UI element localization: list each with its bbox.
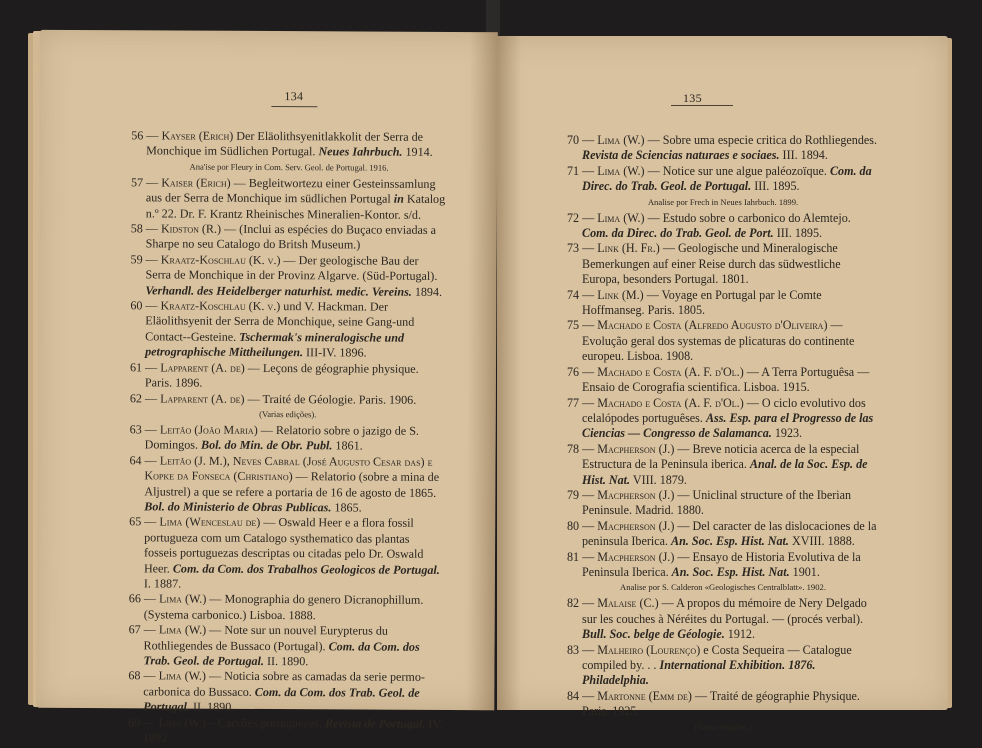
bibliography-entry: 69 — Lima (W.)—Carvões portuguezes. Revista de Portugal. IV. 1892. (128, 714, 443, 745)
entry-journal: Bull. Soc. belge de Géologie. (582, 627, 725, 642)
entry-tail: XVIII. 1888. (788, 534, 855, 549)
entry-journal: Tschermak's mineralogische und petrographische Mittheilungen. (145, 329, 405, 360)
entry-text: — Uniclinal structure of the Iberian Peninsule. Madrid. 1880. (582, 487, 852, 518)
entry-author: Lapparent (A. de) (160, 390, 245, 406)
entry-author: Kayser (Erich) (161, 128, 234, 143)
bibliography-entry: 63 — Leitão (João Maria) — Relatorio sobre o jazigo de S. Domingos. Bol. do Min. de Obr. Publ. 1861. (129, 422, 420, 453)
entry-author: Macpherson (J.) (597, 518, 675, 533)
entry-author: Leitão (João Maria) (159, 422, 258, 437)
bibliography-entry: 59 — Kraatz-Koschlau (K. v.) — Der geologische Bau der Serra de Monchique in der Provinz Algarve. (Süd-Portugal). Verhandl. des Heidelberger naturhist. medic. Vereins. 1894. (130, 252, 443, 299)
entry-note: Ana'ise por Fleury in Com. Serv. Geol. de Portugal. 1916. (189, 161, 389, 173)
entry-text: — Relatorio (sobre a mina de Aljustrel) a que se refere a portaria de 16 de agosto de 1865. (144, 469, 440, 500)
entry-number: 76 (567, 364, 580, 379)
entry-text: — Oswald Heer e a flora fossil portugueza com um Catalogo systhematico das plantas fosseis portuguezas descriptas ou citadas pelo Dr. Oswald Heer. (143, 515, 424, 576)
entry-number: 71 (567, 163, 580, 178)
entry-journal: International Exhibition. 1876. Philadelphia. (582, 658, 816, 688)
bibliography-entry: 58 — Kidston (R.) — (Inclui as espécies do Buçaco enviadas a Sharpe no seu Catalogo do Britsh Museum.) (130, 221, 437, 252)
entry-number: 78 (567, 441, 580, 456)
entry-author: Kaiser (Erich) (161, 175, 231, 190)
entry-number: 72 (567, 210, 580, 225)
entry-tail: VIII. 1879. (630, 472, 687, 487)
entry-tail: I. 1887. (143, 576, 182, 591)
bibliography-entry: 83 — Malheiro (Lourenço) e Costa Sequeira — Catalogue compiled by. . . International Exhibition. 1876. Philadelphia. (567, 642, 852, 688)
entry-text: e Costa Sequeira — Catalogue compiled by. . . (582, 642, 852, 672)
entry-text: — Voyage en Portugal par le Comte Hoffmanseg. Paris. 1805. (582, 287, 822, 318)
entry-journal: Bol. do Ministerio de Obras Publicas. (144, 499, 332, 515)
bibliography-entry: 68 — Lima (W.) — Noticia sobre as camadas da serie permo-carbonica do Bussaco. Com. da Com. dos Trab. Geol. de Portugal. II. 1890. (128, 668, 425, 715)
entry-text: — Begleitwortezu einer Gesteinssamlung aus der Serra de Monchique im südlichen Portugal (145, 175, 436, 206)
entry-author: Macpherson (J.) (597, 549, 675, 564)
bibliography-entry: 74 — Link (M.) — Voyage en Portugal par le Comte Hoffmanseg. Paris. 1805. (567, 287, 822, 318)
entry-journal: Bol. do Min. de Obr. Publ. (201, 437, 333, 453)
entry-number: 68 (128, 668, 141, 683)
entry-text: — Geologische und Mineralogische Bemerkungen auf einer Reise durch das südwestliche Europa, besonders Portugal. 1801. (582, 241, 841, 287)
entry-number: 65 (129, 514, 142, 529)
entry-author: Malaise (C.) (597, 596, 659, 611)
bibliography-list (567, 133, 879, 736)
bibliography-entry: 73 — Link (H. Fr.) — Geologische und Mineralogische Bemerkungen auf einer Reise durch das südwestliche Europa, besonders Portugal. 1801. (567, 241, 841, 287)
entry-author: Lima (W.) (158, 668, 207, 684)
entry-note: (Varias edições.) (694, 721, 752, 732)
entry-journal: Neues Iahrbuch. (318, 144, 403, 160)
entry-journal: Com. da Com. dos Trab. Geol. de Portugal. (143, 684, 420, 714)
entry-number: 66 (128, 591, 141, 606)
bibliography-entry: 56 — Kayser (Erich) Der Eläolithsyenitlakkolit der Serra de Monchique im Südlichen Portugal. Neues Iahrbuch. 1914. (131, 128, 433, 160)
entry-text: — Evolução geral dos systemas de plicaturas do continente europeu. Lisboa. 1908. (582, 318, 855, 364)
entry-number: 82 (567, 596, 580, 611)
entry-journal: An. Soc. Esp. Hist. Nat. (671, 564, 790, 579)
entry-text: — Leçons de géographie physique. Paris. 1896. (144, 360, 419, 390)
entry-number: 83 (567, 642, 580, 657)
entry-text: — Traité de géographie Physique. Paris. 1925. (582, 688, 860, 719)
entry-tail: III. 1895. (773, 226, 823, 241)
entry-text: — Sobre uma especie critica do Rothliegendes. (644, 133, 877, 147)
entry-note: Analise por S. Calderon «Geologisches Centralblatt». 1902. (620, 582, 826, 593)
entry-text: — Noticia sobre as camadas da serie permo-carbonica do Bussaco. (143, 669, 425, 699)
entry-tail: III. 1894. (779, 148, 828, 163)
entry-author: Kraatz-Koschlau (K. v.) (160, 252, 281, 267)
bibliography-entry: 75 — Machado e Costa (Alfredo Augusto d'Oliveira) — Evolução geral dos systemas de plicaturas do continente europeu. Lisboa. 1908. (567, 318, 855, 364)
bibliography-list (128, 128, 447, 747)
bibliography-entry: 70 — Lima (W.) — Sobre uma especie critica do Rothliegendes. Revista de Sciencias naturaes e sociaes. III. 1894. (567, 133, 877, 163)
entry-author: Leitão (J. M.), Neves Cabral (José Augusto Cesar das) e Kopke da Fonseca (Christiano) (144, 453, 433, 484)
entry-author: Lima (W.) (158, 622, 207, 637)
bibliography-entry: 61 — Lapparent (A. de) — Leçons de géographie physique. Paris. 1896. (129, 359, 419, 390)
bibliography-entry: 71 — Lima (W.) — Notice sur une algue paléozoïque. Com. da Direc. do Trab. Geol. de Portugal. III. 1895. (567, 163, 872, 194)
entry-number: 64 (129, 453, 142, 468)
bibliography-entry: 76 — Machado e Costa (A. F. d'Ol.) — A Terra Portuguêsa — Ensaio de Corografia scientifica. Lisboa. 1915. (567, 364, 870, 395)
right-page (497, 36, 948, 732)
bibliography-entry: 78 — Macpherson (J.) — Breve noticia acerca de la especial Estructura de la Peninsula iberica. Anal. de la Soc. Esp. de Hist. Nat. VIII. 1879. (567, 441, 868, 487)
entry-number: 63 (129, 422, 142, 437)
entry-journal: Revista de Portugal. (324, 715, 426, 731)
entry-author: Lima (W.) (158, 715, 206, 730)
entry-text: —Carvões portuguezes. (205, 715, 326, 730)
entry-number: 84 (567, 688, 580, 703)
bibliography-entry: 84 — Martonne (Emm de) — Traité de géographie Physique. Paris. 1925. (567, 688, 860, 719)
entry-number: 74 (567, 287, 580, 302)
page-number: 135 (683, 91, 702, 105)
entry-author: Lima (W.) (158, 591, 207, 607)
entry-author: Machado e Costa (A. F. d'Ol.) (597, 395, 744, 410)
entry-author: Kraatz-Koschlau (K. v.) (160, 298, 281, 314)
entry-author: Lima (W.) (597, 210, 645, 225)
entry-text: — Notice sur une algue paléozoïque. (644, 163, 830, 178)
entry-tail: 1923. (771, 426, 803, 441)
entry-number: 56 (131, 128, 144, 143)
entry-number: 60 (130, 298, 143, 313)
entry-note: (Varias edições). (259, 408, 317, 420)
entry-journal: in (393, 191, 404, 206)
entry-journal: Com. da Direc. do Trab. Geol. de Port. (582, 226, 774, 241)
entry-tail: Katalog n.º 22. Dr. F. Krantz Rheinisches Mineralien-Kontor. s/d. (145, 191, 446, 222)
entry-tail: 1865. (331, 500, 362, 515)
entry-journal: Com. da Com. dos Trabalhos Geologicos de Portugal. (172, 561, 440, 577)
entry-number: 70 (567, 133, 580, 147)
bibliography-entry: 66 — Lima (W.) — Monographia do genero Dicranophillum. (Systema carbonico.) Lisboa. 1888. (128, 591, 424, 623)
entry-journal: Verhandl. des Heidelberger naturhist. medic. Vereins. (145, 283, 412, 299)
entry-number: 61 (129, 359, 143, 375)
entry-text: — Der geologische Bau der Serra de Monchique in der Provinz Algarve. (Süd-Portugal). (145, 252, 438, 284)
entry-tail: III-IV. 1896. (302, 345, 367, 360)
bibliography-entry: 65 — Lima (Wenceslau de) — Oswald Heer e a flora fossil portugueza com um Catalogo systhematico das plantas fosseis portuguezas descriptas ou citadas pelo Dr. Oswald Heer. Com. da Com. dos Trabalhos Geologicos de Portugal. I. 1887. (129, 514, 440, 591)
entry-number: 67 (128, 622, 141, 637)
entry-text: — Traité de Géologie. Paris. 1906. (244, 391, 417, 407)
entry-author: Martonne (Emm de) (597, 688, 692, 703)
entry-number: 59 (130, 252, 143, 267)
left-page (36, 30, 498, 745)
bibliography-entry: 82 — Malaise (C.) — A propos du mémoire de Nery Delgado sur les couches à Néréites du Portugal. — (procés verbal). Bull. Soc. belge de Géologie. 1912. (567, 596, 867, 642)
entry-tail: III. 1895. (751, 179, 800, 194)
right-gutter-shadow (497, 36, 521, 710)
bibliography-entry: 79 — Macpherson (J.) — Uniclinal structure of the Iberian Peninsule. Madrid. 1880. (567, 487, 852, 518)
bibliography-entry: 67 — Lima (W.) — Note sur un nouvel Eurypterus du Rothliegendes de Bussaco (Portugal). Com. da Com. dos Trab. Geol. de Portugal. II. 1890. (128, 622, 420, 669)
entry-number: 80 (567, 518, 580, 533)
entry-tail: 1914. (402, 145, 433, 160)
page-number-rule (671, 105, 733, 106)
entry-author: Macpherson (J.) (597, 487, 675, 502)
entry-note: Analise por Frech in Neues Iahrbuch. 1899. (647, 196, 799, 207)
entry-author: Lima (Wenceslau de) (159, 514, 261, 530)
entry-journal: Anal. de la Soc. Esp. de Hist. Nat. (582, 457, 868, 487)
entry-tail: II. 1890. (263, 653, 309, 669)
entry-author: Machado e Costa (A. F. d'Ol.) (597, 364, 744, 379)
entry-number: 57 (130, 175, 144, 190)
entry-text: — Relatorio sobre o jazigo de S. Domingos. (144, 422, 420, 452)
bibliography-entry: 60 — Kraatz-Koschlau (K. v.) und V. Hackman. Der Eläolithsyenit der Serra de Monchique, seine Gang-und Contact--Gesteine. Tschermak's mineralogische und petrographische Mittheilungen. III-IV. 1896. (130, 298, 415, 360)
entry-number: 62 (129, 390, 142, 405)
entry-journal: An. Soc. Esp. Hist. Nat. (671, 534, 789, 549)
entry-number: 73 (567, 241, 580, 256)
bibliography-entry: 57 — Kaiser (Erich) — Begleitwortezu einer Gesteinssamlung aus der Serra de Monchique im südlichen Portugal in Katalog n.º 22. Dr. F. Krantz Rheinisches Mineralien-Kontor. s/d. (130, 175, 446, 222)
entry-author: Machado e Costa (Alfredo Augusto d'Oliveira) (597, 318, 828, 333)
entry-tail: 1912. (724, 627, 755, 642)
bibliography-entry: 62 — Lapparent (A. de) — Traité de Géologie. Paris. 1906. (129, 390, 417, 407)
entry-text: — Breve noticia acerca de la especial Estructura de la Peninsula iberica. (582, 441, 860, 472)
entry-text: — (Inclui as espécies do Buçaco enviadas a Sharpe no seu Catalogo do Britsh Museum.) (145, 221, 437, 252)
entry-number: 69 (128, 714, 141, 729)
entry-author: Lima (W.) (597, 133, 645, 147)
bibliography-entry: 80 — Macpherson (J.) — Del caracter de las dislocaciones de la peninsula Iberica. An. Soc. Esp. Hist. Nat. XVIII. 1888. (567, 518, 877, 549)
entry-text: Der Eläolithsyenitlakkolit der Serra de Monchique im Südlichen Portugal. (146, 128, 424, 159)
entry-tail: II. 1890. (189, 699, 235, 715)
entry-text: — Del caracter de las dislocaciones de la peninsula Iberica. (582, 518, 877, 549)
entry-text: — Ensayo de Historia Evolutiva de la Peninsula Iberica. (582, 549, 861, 579)
entry-author: Lima (W.) (597, 163, 645, 178)
bibliography-entry: 81 — Macpherson (J.) — Ensayo de Historia Evolutiva de la Peninsula Iberica. An. Soc. Esp. Hist. Nat. 1901. (567, 549, 861, 579)
entry-number: 79 (567, 487, 580, 502)
entry-text: — Note sur un nouvel Eurypterus du Rothliegendes de Bussaco (Portugal). (143, 622, 388, 653)
entry-number: 77 (567, 395, 580, 410)
entry-tail: 1901. (789, 564, 820, 579)
entry-author: Link (M.) (597, 287, 644, 302)
entry-author: Lapparent (A. de) (160, 360, 245, 375)
page-number-rule (271, 106, 317, 107)
entry-author: Link (H. Fr.) (597, 241, 660, 256)
entry-journal: Com. da Com. dos Trab. Geol. de Portugal. (143, 638, 420, 668)
entry-text: — Estudo sobre o carbonico do Alemtejo. (644, 210, 851, 225)
bibliography-entry: 72 — Lima (W.) — Estudo sobre o carbonico do Alemtejo. Com. da Direc. do Trab. Geol. de Port. III. 1895. (567, 210, 851, 241)
left-gutter-shadow (466, 32, 498, 710)
entry-text: — A Terra Portuguêsa — Ensaio de Corografia scientifica. Lisboa. 1915. (582, 364, 870, 395)
entry-tail: 1894. (411, 284, 443, 299)
entry-number: 58 (130, 221, 143, 236)
entry-text: und V. Hackman. Der Eläolithsyenit der Serra de Monchique, seine Gang-und Contact--Gesteine. (145, 299, 415, 344)
bibliography-entry: 64 — Leitão (J. M.), Neves Cabral (José Augusto Cesar das) e Kopke da Fonseca (Christiano) — Relatorio (sobre a mina de Aljustrel) a que se refere a portaria de 16 de agosto de 1865. Bol. do Ministerio de Obras Publicas. 1865. (129, 453, 440, 515)
entry-journal: Com. da Direc. do Trab. Geol. de Portugal. (582, 163, 872, 194)
entry-text: — A propos du mémoire de Nery Delgado sur les couches à Néréites du Portugal. — (procés verbal). (582, 596, 867, 626)
entry-text: — Monographia do genero Dicranophillum. (Systema carbonico.) Lisboa. 1888. (143, 592, 424, 623)
entry-author: Macpherson (J.) (597, 441, 675, 456)
bibliography-entry: 77 — Machado e Costa (A. F. d'Ol.) — O ciclo evolutivo dos celalópodes portuguêses. Ass. Esp. para el Progresso de las Ciencias — Congresso de Salamanca. 1923. (567, 395, 874, 441)
entry-journal: Ass. Esp. para el Progresso de las Ciencias — Congresso de Salamanca. (582, 410, 874, 441)
entry-number: 75 (567, 318, 580, 333)
entry-number: 81 (567, 549, 580, 564)
entry-author: Kidston (R.) (160, 221, 222, 236)
entry-tail: IV. 1892. (143, 716, 443, 745)
entry-tail: 1861. (332, 438, 363, 453)
entry-text: — O ciclo evolutivo dos celalópodes portuguêses. (582, 395, 866, 425)
entry-author: Malheiro (Lourenço) (597, 642, 701, 657)
page-number: 134 (284, 89, 304, 104)
entry-journal: Revista de Sciencias naturaes e sociaes. (582, 148, 780, 163)
